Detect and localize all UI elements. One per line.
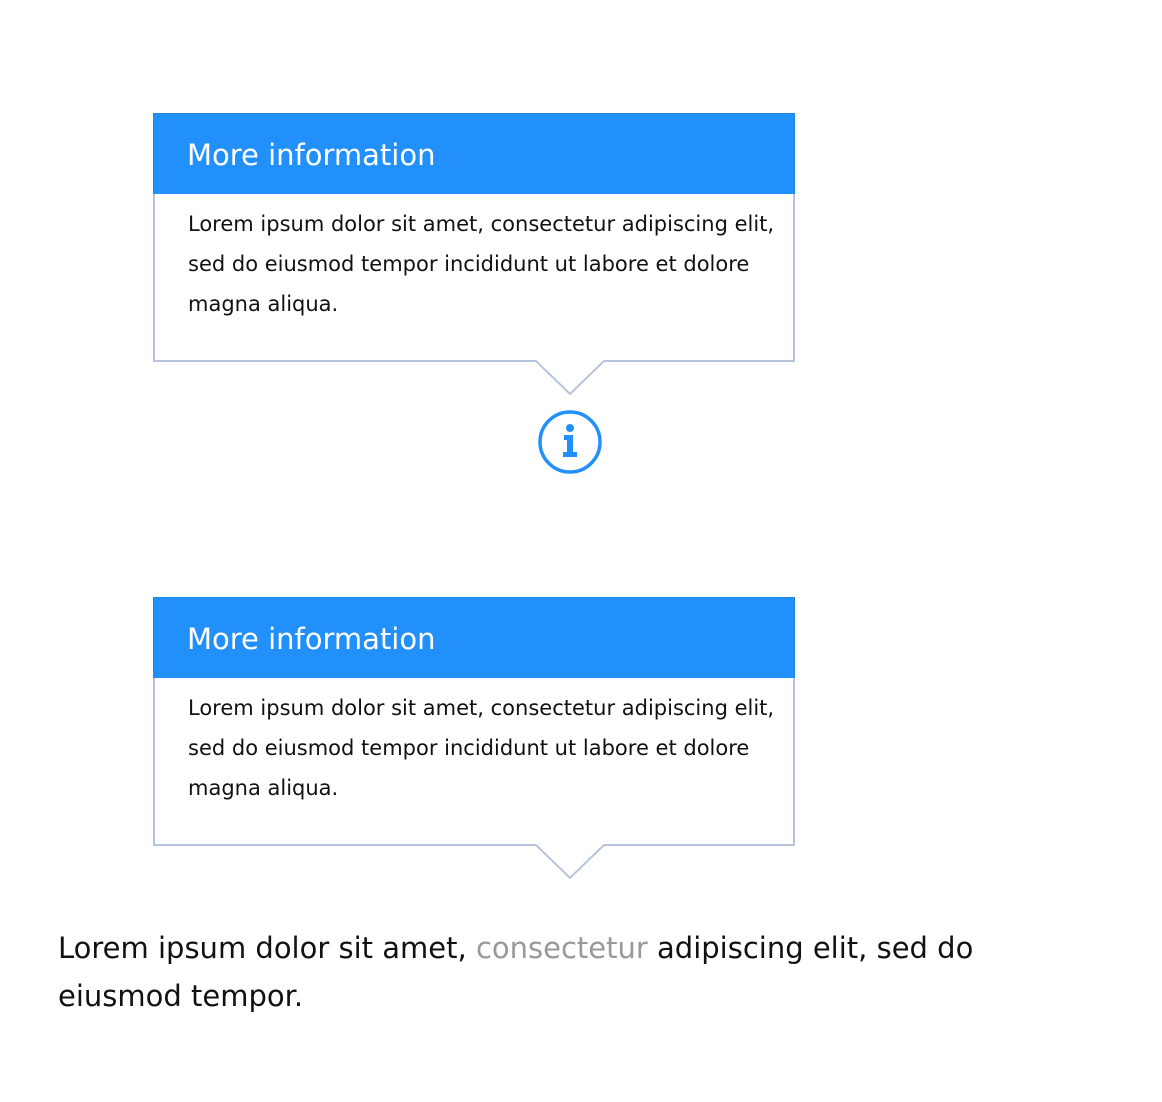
info-circle-icon[interactable] [537,409,603,475]
body-paragraph [58,924,1058,1020]
tooltip-popover [153,113,795,362]
tooltip-header [153,113,795,194]
tooltip-title: More information [187,138,436,172]
tooltip-pointer [536,844,604,879]
tooltip-body [153,194,795,362]
paragraph-text-end: adipiscing elit, sed do eiusmod tempor. [58,931,974,1013]
tooltip-text: Lorem ipsum dolor sit amet, consectetur adipiscing elit, sed do eiusmod tempor incididunt ut labore et dolore magna aliqua. [188,696,775,800]
tooltip-trigger-word[interactable]: consectetur [475,931,648,965]
paragraph-text-start: Lorem ipsum dolor sit amet, [58,931,476,965]
tooltip-text: Lorem ipsum dolor sit amet, consectetur adipiscing elit, sed do eiusmod tempor incididunt ut labore et dolore magna aliqua. [188,212,775,316]
tooltip-popover [153,597,795,846]
tooltip-pointer [536,360,604,395]
tooltip-body [153,678,795,846]
tooltip-title: More information [187,622,436,656]
tooltip-header [153,597,795,678]
